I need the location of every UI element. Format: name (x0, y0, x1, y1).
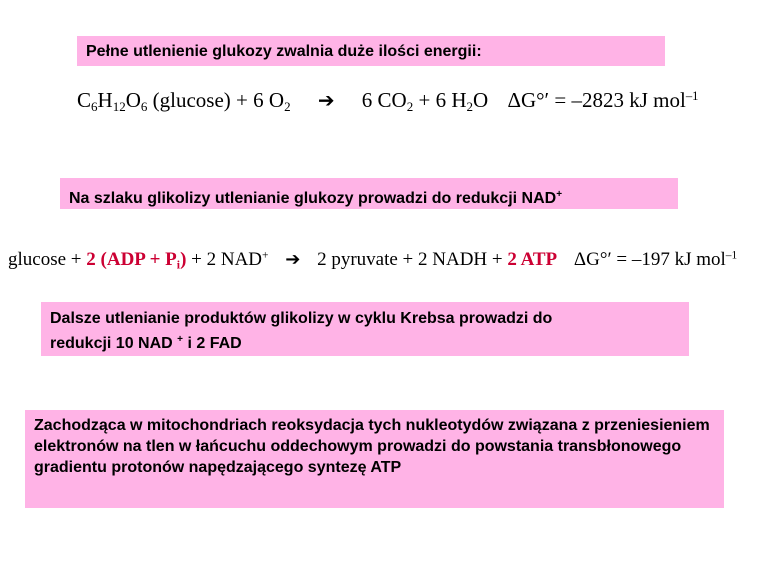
statement-line (50, 329, 679, 354)
statement-oxidative-phosphorylation (25, 410, 724, 508)
unit-superscript: –1 (685, 89, 699, 104)
statement-text: Na szlaku glikolizy utlenianie glukozy prowadzi do redukcji NAD (69, 190, 557, 207)
hydrogen-symbol: H (97, 88, 113, 112)
oxygen-subscript: 6 (140, 98, 148, 114)
o2-subscript: 2 (284, 98, 291, 114)
nad-term: + 2 NAD (186, 249, 263, 270)
glucose-oxidation-equation (77, 88, 698, 115)
free-energy-value: ΔG°′ = –2823 kJ mol (507, 88, 686, 112)
adp-close: ) (180, 249, 187, 270)
hydrogen-subscript: 12 (112, 98, 126, 114)
reaction-arrow-icon: ➔ (317, 88, 335, 112)
statement-text: i 2 FAD (183, 335, 242, 352)
nad-superscript: + (177, 334, 184, 345)
statement-krebs-cycle (41, 302, 689, 356)
nad-superscript: + (262, 249, 269, 262)
statement-full-oxidation (77, 36, 665, 66)
glycolysis-equation (8, 249, 737, 273)
h2o-term: + 6 H (413, 88, 467, 112)
glucose-label: (glucose) + 6 O (147, 88, 285, 112)
statement-glycolysis (60, 178, 678, 209)
statement-text: Pełne utlenienie glukozy zwalnia duże ilości energii: (86, 43, 482, 60)
carbon-symbol: C (77, 88, 92, 112)
statement-text: redukcji 10 NAD (50, 335, 173, 352)
co2-term: 6 CO (361, 88, 407, 112)
nad-superscript: + (556, 189, 563, 200)
unit-superscript: –1 (725, 249, 738, 262)
adp-term: 2 (ADP + P (86, 249, 177, 270)
atp-term: 2 ATP (507, 249, 558, 270)
h2o-oxygen: O (473, 88, 489, 112)
glucose-term: glucose + (8, 249, 87, 270)
h2o-subscript: 2 (466, 98, 474, 114)
free-energy-value: ΔG°′ = –197 kJ mol (573, 249, 726, 270)
pi-subscript: i (176, 258, 181, 272)
co2-subscript: 2 (406, 98, 414, 114)
carbon-subscript: 6 (91, 98, 98, 114)
reaction-arrow-icon: ➔ (285, 249, 301, 270)
oxygen-symbol: O (125, 88, 141, 112)
statement-text: Zachodząca w mitochondriach reoksydacja tych nukleotydów związana z przeniesieniem elektronów na tlen w łańcuchu oddechowym prowadzi do powstania transbłonowego gradientu protonów napędzającego syntezę ATP (34, 417, 710, 476)
pyruvate-term: 2 pyruvate + 2 NADH + (317, 249, 508, 270)
statement-line: Dalsze utlenianie produktów glikolizy w cyklu Krebsa prowadzi do (50, 310, 553, 327)
